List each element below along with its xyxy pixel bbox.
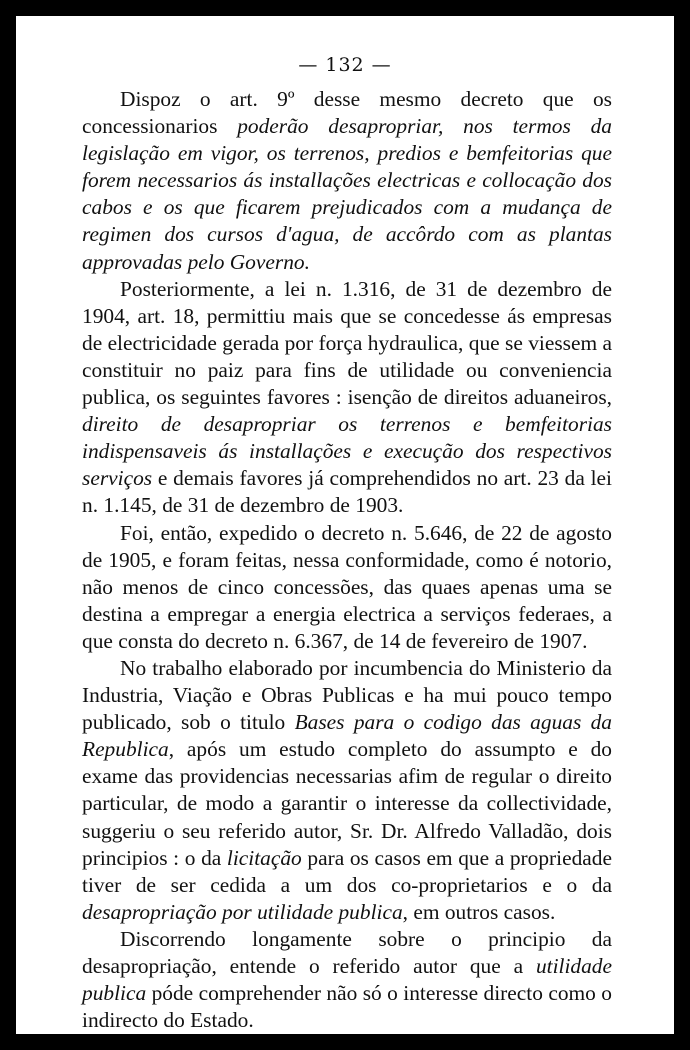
text-run: para os casos em que a propriedade tiver de ser cedida a um dos co-proprietarios e o da bbox=[82, 845, 612, 897]
paragraph bbox=[82, 926, 612, 1034]
italic-text: Bases para o codigo das aguas da Republica bbox=[82, 710, 612, 762]
paragraph bbox=[82, 276, 612, 520]
text-run: póde comprehender não só o interesse directo como o indirecto do Estado. bbox=[82, 981, 612, 1033]
text-run: Posteriormente, a lei n. 1.316, de 31 de dezembro de 1904, art. 18, permittiu mais que se concedesse ás empresas de electricidade gerada por força hydraulica, que se viessem a constituir no paiz para fins de utilidade ou conveniencia publica, os seguintes favores : isenção de direitos aduaneiros, bbox=[82, 276, 612, 410]
body-text bbox=[82, 86, 612, 1034]
italic-text: direito de desapropriar os terrenos e bemfeitorias indispensaveis ás installações e execução dos respectivos serviços bbox=[82, 412, 612, 491]
paragraph bbox=[82, 86, 612, 276]
paragraph bbox=[82, 655, 612, 926]
text-run: Foi, então, expedido o decreto n. 5.646, de 22 de agosto de 1905, e foram feitas, nessa conformidade, como é notorio, não menos de cinco concessões, das quaes apenas uma se destina a empregar a energia electrica a serviços federaes, a que consta do decreto n. 6.367, de 14 de fevereiro de 1907. bbox=[82, 520, 612, 653]
italic-text: utilidade publica bbox=[82, 954, 612, 1006]
italic-text: licitação bbox=[226, 845, 302, 870]
italic-text: poderão desapropriar, nos termos da legislação em vigor, os terrenos, predios e bemfeitorias que forem necessarios ás installações electricas e collocação dos cabos e os que ficarem prejudicados com a mudança de regimen dos cursos d'agua, de accôrdo com as plantas approvadas pelo Governo. bbox=[82, 114, 612, 274]
page-number: — 132 — bbox=[298, 54, 392, 76]
book-page bbox=[16, 16, 674, 1034]
text-run: e demais favores já comprehendidos no art. 23 da lei n. 1.145, de 31 de dezembro de 1903. bbox=[82, 466, 612, 518]
text-run: No trabalho elaborado por incumbencia do Ministerio da Industria, Viação e Obras Publicas e ha mui pouco tempo publicado, sob o titulo bbox=[82, 655, 612, 735]
paragraph bbox=[82, 520, 612, 655]
text-run: Dispoz o art. 9º desse mesmo decreto que os concessionarios bbox=[82, 87, 612, 139]
text-run: Discorrendo longamente sobre o principio da desapropriação, entende o referido autor que a bbox=[82, 926, 612, 978]
italic-text: desapropriação por utilidade publica bbox=[82, 899, 403, 924]
text-run: , após um estudo completo do assumpto e do exame das providencias necessarias afim de regular o direito particular, de modo a garantir o interesse da collectividade, suggeriu o seu referido autor, Sr. Dr. Alfredo Valladão, dois principios : o da bbox=[82, 737, 612, 870]
text-run: , em outros casos. bbox=[402, 899, 556, 924]
